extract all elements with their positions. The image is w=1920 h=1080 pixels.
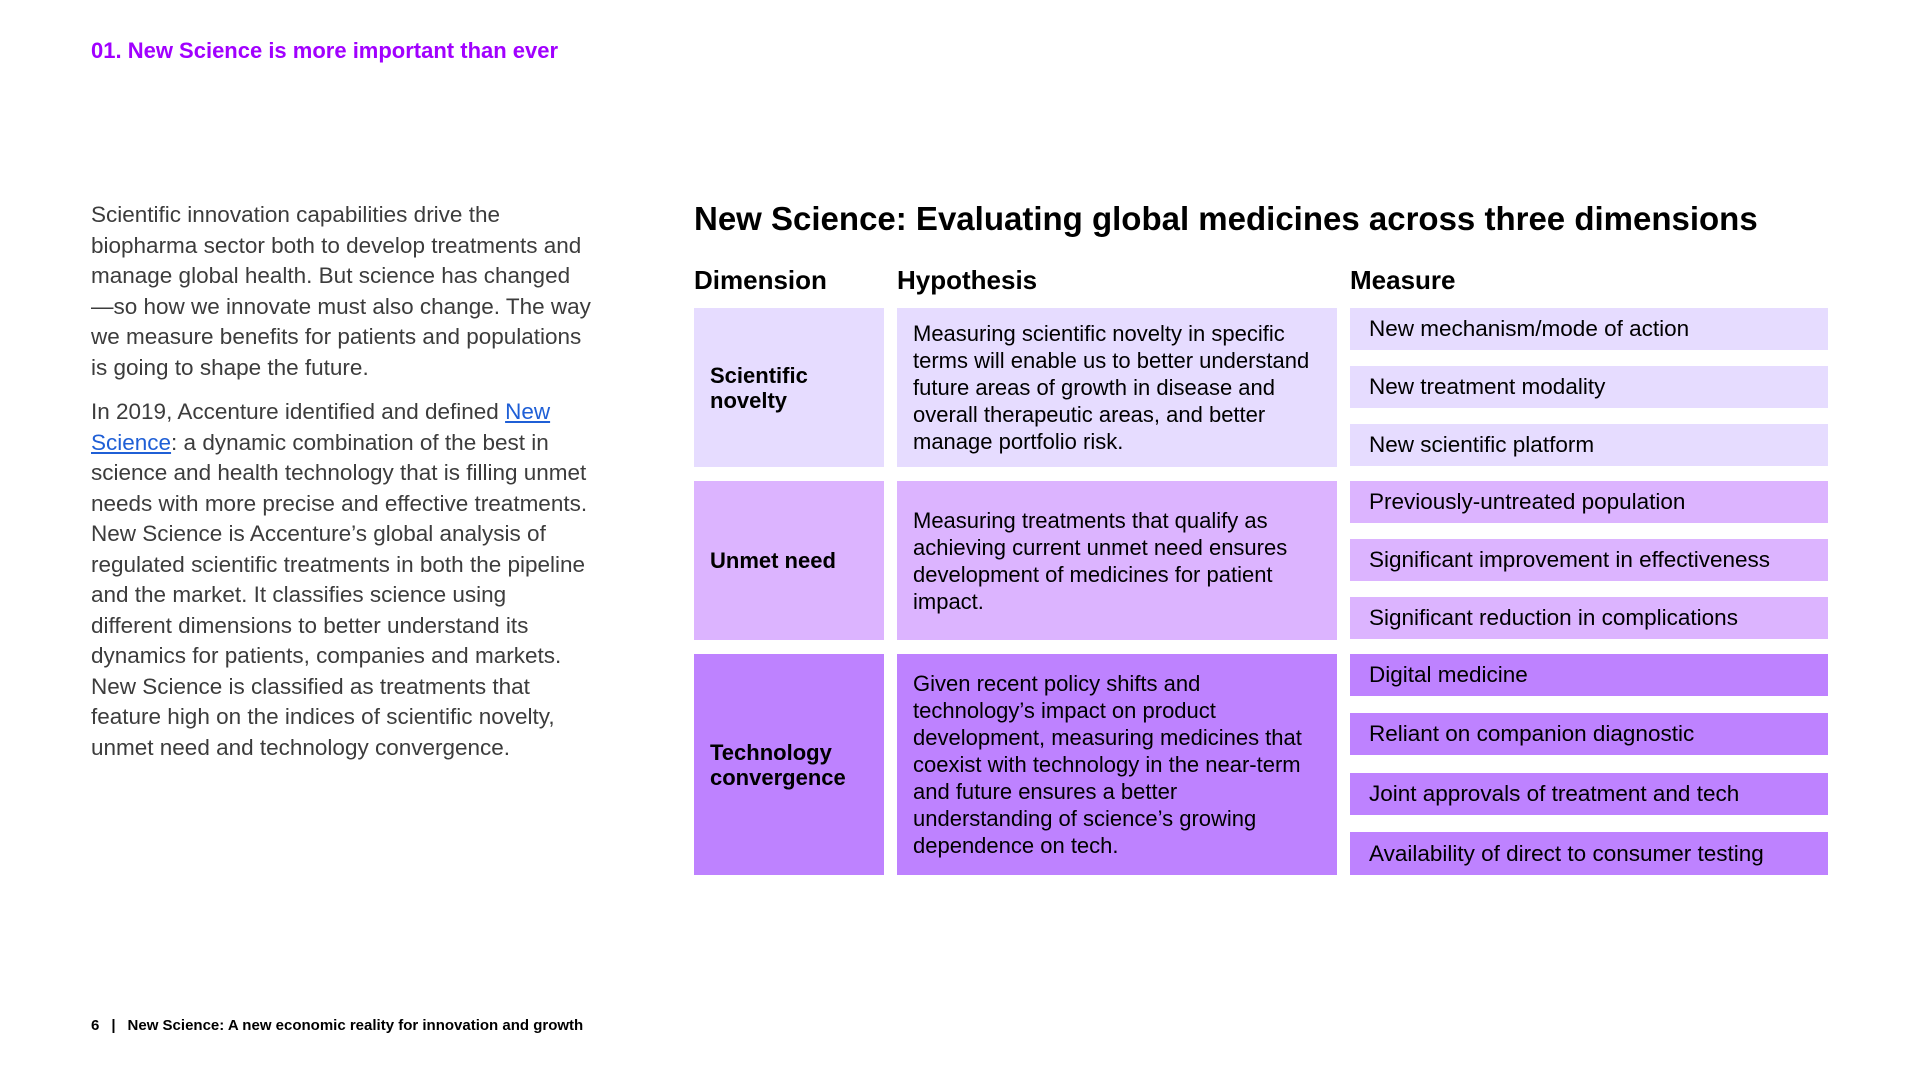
document-title: New Science: A new economic reality for innovation and growth: [127, 1017, 584, 1034]
section-title: 01. New Science is more important than ever: [91, 38, 559, 63]
dimension-label: Scientific novelty: [710, 362, 808, 413]
measure-cell: [1350, 713, 1828, 755]
intro-paragraph-2: [91, 397, 591, 763]
measure-cell: [1350, 597, 1828, 639]
column-header-hypothesis: Hypothesis: [897, 265, 1038, 295]
measure-cell: [1350, 424, 1828, 466]
measure-cell: [1350, 481, 1828, 523]
intro-paragraph-2-start: In 2019, Accenture identified and defined: [91, 399, 506, 424]
measure-cell: [1350, 654, 1828, 696]
footer-separator: |: [111, 1017, 116, 1034]
measure-label: Availability of direct to consumer testing: [1369, 840, 1764, 866]
measure-label: Previously-untreated population: [1369, 489, 1686, 514]
measure-label: Joint approvals of treatment and tech: [1369, 781, 1740, 806]
dimension-cell-technology-convergence: [694, 654, 884, 875]
intro-paragraph-1: Scientific innovation capabilities drive the biopharma sector both to develop treatments and manage global health. But science has changed—so how we innovate must also change. The way we measure benefits for patients and populations is going to shape the future.: [91, 202, 591, 380]
dimension-label: Unmet need: [710, 548, 836, 573]
measure-label: Digital medicine: [1369, 662, 1528, 687]
measure-label: Reliant on companion diagnostic: [1369, 721, 1695, 746]
measure-label: Significant improvement in effectiveness: [1369, 547, 1771, 572]
table-title: New Science: Evaluating global medicines across three dimensions: [694, 200, 1758, 237]
dimension-cell-scientific-novelty: [694, 308, 884, 467]
measure-cell: [1350, 366, 1828, 408]
column-header-dimension: Dimension: [694, 265, 827, 295]
hypothesis-cell-technology-convergence: [897, 654, 1337, 875]
intro-paragraph-2-end: : a dynamic combination of the best in science and health technology that is filling unmet needs with more precise and effective treatments. New Science is Accenture’s global analysis of regulated scientific treatments in both the pipeline and the market. It classifies science using different dimensions to better understand its dynamics for patients, companies and markets. New Science is classified as treatments that feature high on the indices of scientific novelty, unmet need and technology convergence.: [91, 429, 588, 760]
measure-label: New treatment modality: [1369, 374, 1606, 399]
hypothesis-text: Given recent policy shifts and technology’s impact on product development, measuring medicines that coexist with technology in the near-term and future ensures a better understanding of science’s growing dependence on tech.: [913, 671, 1302, 858]
measure-cell: [1350, 832, 1828, 875]
measure-label: Significant reduction in complications: [1369, 605, 1738, 630]
column-header-measure: Measure: [1350, 265, 1456, 295]
dimension-cell-unmet-need: [694, 481, 884, 640]
intro-text: [91, 200, 591, 777]
hypothesis-text: Measuring scientific novelty in specific terms will enable us to better understand future areas of growth in disease and overall therapeutic areas, and better manage portfolio risk.: [913, 321, 1310, 454]
page-number: 6: [91, 1017, 100, 1034]
measure-label: New scientific platform: [1369, 432, 1595, 457]
hypothesis-cell-scientific-novelty: [897, 308, 1337, 467]
page-footer: [91, 1017, 583, 1034]
measure-cell: [1350, 308, 1828, 350]
measure-cell: [1350, 539, 1828, 581]
measure-cell: [1350, 773, 1828, 815]
measure-label: New mechanism/mode of action: [1369, 316, 1690, 341]
hypothesis-cell-unmet-need: [897, 481, 1337, 640]
dimension-label: Technology convergence: [710, 739, 846, 790]
hypothesis-text: Measuring treatments that qualify as achieving current unmet need ensures development of medicines for patient impact.: [913, 507, 1288, 614]
new-science-link[interactable]: New Science: [91, 399, 551, 455]
